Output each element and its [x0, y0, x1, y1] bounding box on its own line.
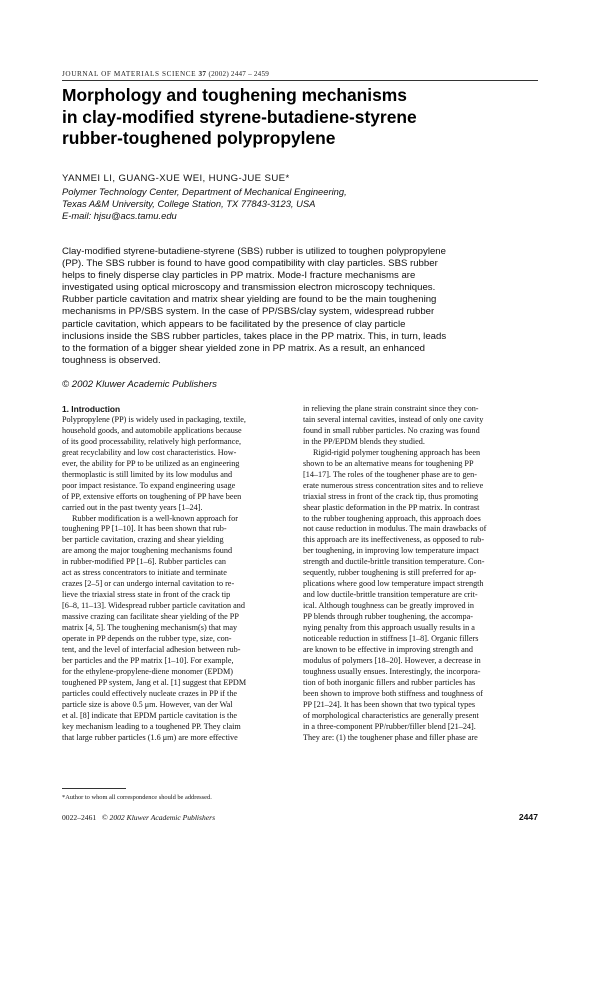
body-line: of morphological characteristics are generally present [303, 710, 479, 720]
body-column-left [62, 404, 302, 744]
body-line: massive crazing can facilitate shear yielding of the PP [62, 612, 239, 622]
body-line: crazes [2–5] or can undergo internal cavitation to re- [62, 579, 235, 589]
body-line: thermoplastic is still limited by its low modulus and [62, 469, 233, 479]
body-line: matrix [4, 5]. The toughening mechanism(s) that may [62, 623, 238, 633]
body-line: ical. Although toughness can be greatly improved in [303, 601, 474, 611]
body-line: Rigid-rigid polymer toughening approach has been [313, 447, 481, 457]
body-line: in rubber-modified PP [1–6]. Rubber particles can [62, 557, 226, 567]
body-line: ber toughening, in improving low temperature impact [303, 546, 479, 556]
abstract-line: mechanisms in PP/SBS system. In the case of PP/SBS/clay system, widespread rubber [62, 306, 435, 318]
abstract-line: particle cavitation, which appears to be facilitated by the presence of clay particle [62, 318, 406, 330]
body-line: key mechanism leading to a toughened PP. They claim [62, 721, 241, 731]
body-line: ber particle cavitation, crazing and shear yielding [62, 535, 224, 545]
body-line: in a three-component PP/rubber/filler blend [21–24]. [303, 721, 476, 731]
body-line: for the ethylene-propylene-diene monomer (EPDM) [62, 666, 233, 676]
body-line: of its good processability, relatively high performance, [62, 436, 242, 446]
body-line: lieve the triaxial stress state in front of the crack tip [62, 590, 231, 600]
body-line: tion of both inorganic fillers and rubber particles has [303, 677, 476, 687]
body-line: in relieving the plane strain constraint since they con- [303, 404, 479, 413]
body-line: tent, and the level of interfacial adhesion between rub- [62, 644, 241, 654]
footnote-rule [62, 788, 126, 789]
affiliation-line: Texas A&M University, College Station, TX 77843-3123, USA [62, 197, 316, 209]
body-line: Rubber modification is a well-known approach for [72, 513, 238, 523]
journal-year-pages: (2002) 2447 – 2459 [208, 70, 270, 78]
body-line: to the rubber toughening approach, this approach does [303, 513, 481, 523]
title-line: Morphology and toughening mechanisms [62, 85, 407, 105]
body-line: shown to be an alternative means for toughening PP [303, 458, 474, 468]
body-line: triaxial stress in front of the crack tip, thus promoting [303, 491, 479, 501]
abstract-line-last [62, 355, 540, 391]
body-line: ber particles and the PP matrix [1–10]. For example, [62, 655, 234, 665]
body-line: They are: (1) the toughener phase and filler phase are [303, 732, 478, 742]
author-email[interactable]: E-mail: hjsu@acs.tamu.edu [62, 209, 177, 221]
abstract [62, 246, 540, 391]
body-line: erate numerous stress concentration sites and to relieve [303, 480, 484, 490]
body-line: toughening PP [1–10]. It has been shown that rub- [62, 524, 227, 534]
body-line: plications where good low temperature impact strength [303, 579, 484, 589]
body-column-right [303, 404, 543, 744]
article-title [62, 85, 538, 150]
body-line: carried out in the past twenty years [1–24]. [62, 502, 203, 512]
col2-lines [303, 404, 543, 744]
body-line: strength and ductile-brittle transition temperature. Con- [303, 557, 485, 567]
body-line: are among the major toughening mechanisms found [62, 546, 233, 556]
body-line: PP [21–24]. It has been shown that two typical types [303, 699, 476, 709]
abstract-line: Rubber particle cavitation and matrix shear yielding are found to be the main toughening [62, 294, 437, 306]
body-line: Polypropylene (PP) is widely used in packaging, textile, [62, 414, 246, 424]
body-line: of PP, extensive efforts on toughening of PP have been [62, 491, 242, 501]
body-line: and low ductile-brittle transition temperature are crit- [303, 590, 478, 600]
abstract-line: investigated using optical microscopy and transmission electron microscopy techniques. [62, 282, 436, 294]
body-line: modulus of polymers [18–20]. However, a decrease in [303, 655, 481, 665]
body-line: great recyclability and low cost characteristics. How- [62, 447, 237, 457]
body-line: this approach are its ineffectiveness, as opposed to rub- [303, 535, 485, 545]
abstract-line: (PP). The SBS rubber is found to have good compatibility with clay particles. SBS rubber [62, 258, 438, 270]
title-line: rubber-toughened polypropylene [62, 128, 336, 148]
body-line: noticeable reduction in stiffness [1–8]. Organic fillers [303, 634, 479, 644]
body-line: shear plastic deformation in the PP matrix. In contrast [303, 502, 480, 512]
body-line: particle size is above 0.5 μm. However, van der Wal [62, 699, 233, 709]
journal-volume: 37 [198, 70, 207, 78]
affiliation [62, 186, 347, 221]
body-line: been shown to improve both stiffness and toughness of [303, 688, 483, 698]
abstract-copyright: © 2002 Kluwer Academic Publishers [62, 379, 217, 391]
footer [62, 813, 215, 822]
author-list: YANMEI LI, GUANG-XUE WEI, HUNG-JUE SUE* [62, 173, 290, 184]
body-line: operate in PP depends on the rubber type, size, con- [62, 634, 232, 644]
abstract-line: helps to finely disperse clay particles in PP matrix. Mode-I fracture mechanisms are [62, 270, 416, 282]
body-line: toughness usually ensues. Interestingly, the incorpora- [303, 666, 481, 676]
body-line: particles could effectively nucleate crazes in PP if the [62, 688, 238, 698]
body-line: toughened PP system, Jang et al. [1] suggest that EPDM [62, 677, 247, 687]
body-line: nying penalty from this approach usually results in a [303, 623, 475, 633]
body-line: sequently, rubber toughening is still preferred for ap- [303, 568, 477, 578]
footer-code: 0022–2461 [62, 813, 97, 822]
col1-lines [62, 415, 302, 744]
body-line: not cause reduction in modulus. The main drawbacks of [303, 524, 487, 534]
section-heading: 1. Introduction [62, 404, 121, 414]
journal-name: JOURNAL OF MATERIALS SCIENCE [62, 70, 197, 78]
body-line: PP blends through rubber toughening, the accompa- [303, 612, 474, 622]
body-line: tain several internal cavities, instead of only one cavity [303, 414, 484, 424]
footer-copyright: © 2002 Kluwer Academic Publishers [101, 813, 216, 822]
body-line: et al. [8] indicate that EPDM particle cavitation is the [62, 710, 238, 720]
body-line: found in small rubber particles. No crazing was found [303, 425, 480, 435]
header-rule [62, 80, 538, 81]
abstract-line: inclusions inside the SBS rubber particles, takes place in the PP matrix. This, in turn, leads [62, 330, 447, 342]
body-line: are known to be effective in improving strength and [303, 644, 473, 654]
body-line: ever, the ability for PP to be utilized as an engineering [62, 458, 240, 468]
body-line: act as stress concentrators to initiate and terminate [62, 568, 227, 578]
abstract-line: to the formation of a bigger shear yielded zone in PP matrix. As a result, an enhanced [62, 342, 426, 354]
footnote: *Author to whom all correspondence should be addressed. [62, 794, 212, 801]
abstract-line: Clay-modified styrene-butadiene-styrene (SBS) rubber is utilized to toughen polypropylene [62, 246, 446, 257]
body-line: [6–8, 11–13]. Widespread rubber particle cavitation and [62, 601, 245, 611]
body-line: poor impact resistance. To expand engineering usage [62, 480, 236, 490]
body-line: [14–17]. The roles of the toughener phase are to gen- [303, 469, 478, 479]
title-line: in clay-modified styrene-butadiene-styrene [62, 106, 417, 127]
affiliation-line: Polymer Technology Center, Department of Mechanical Engineering, [62, 186, 347, 197]
body-line: household goods, and automobile applications because [62, 425, 242, 435]
abstract-last-text: toughness is observed. [62, 354, 161, 366]
journal-header [62, 70, 269, 78]
page-number: 2447 [518, 812, 538, 822]
body-line: in the PP/EPDM blends they studied. [303, 436, 425, 446]
body-line: that large rubber particles (1.6 μm) are more effective [62, 732, 238, 742]
